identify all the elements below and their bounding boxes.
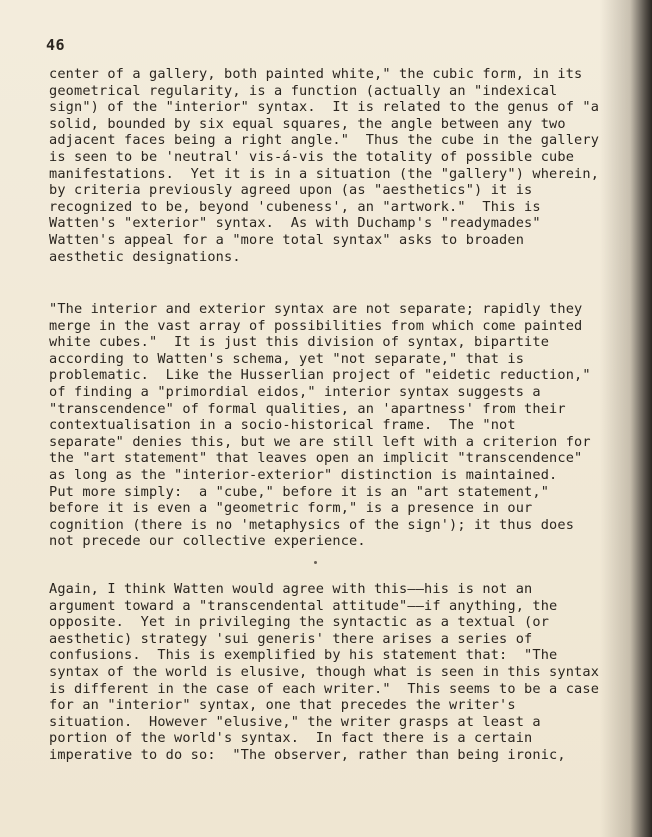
text-line: is seen to be 'neutral' vis-á-vis the totality of possible cube: [49, 148, 575, 165]
stray-mark: [314, 561, 317, 564]
text-line: solid, bounded by six equal squares, the angle between any two: [49, 115, 566, 132]
text-line: Watten's appeal for a "more total syntax" asks to broaden: [49, 231, 525, 248]
text-line: problematic. Like the Husserlian project of "eidetic reduction,": [49, 367, 591, 384]
text-line: of finding a "primordial eidos," interior syntax suggests a: [49, 383, 541, 400]
text-line: the "art statement" that leaves open an implicit "transcendence": [49, 450, 583, 467]
text-line: for an "interior" syntax, one that precedes the writer's: [49, 697, 516, 714]
paragraph-1: [49, 66, 609, 265]
text-line: by criteria previously agreed upon (as "aesthetics") it is: [49, 182, 533, 199]
text-line: imperative to do so: "The observer, rather than being ironic,: [49, 746, 566, 763]
text-line: as long as the "interior-exterior" distinction is maintained.: [49, 466, 558, 483]
text-line: geometrical regularity, is a function (actually an "indexical: [49, 82, 558, 99]
text-line: sign") of the "interior" syntax. It is related to the genus of "a: [49, 99, 600, 116]
text-line: manifestations. Yet it is in a situation (the "gallery") wherein,: [49, 165, 600, 182]
text-line: not precede our collective experience.: [49, 533, 366, 550]
text-line: white cubes." It is just this division of syntax, bipartite: [49, 334, 550, 351]
paragraph-3: [49, 581, 609, 764]
text-line: "transcendence" of formal qualities, an 'apartness' from their: [49, 400, 566, 417]
text-line: aesthetic) strategy 'sui generis' there arises a series of: [49, 630, 533, 647]
text-line: Again, I think Watten would agree with this——his is not an: [49, 581, 533, 597]
text-line: "The interior and exterior syntax are not separate; rapidly they: [49, 301, 583, 317]
text-line: Put more simply: a "cube," before it is an "art statement,": [49, 483, 550, 500]
text-line: before it is even a "geometric form," is a presence in our: [49, 500, 533, 517]
text-line: situation. However "elusive," the writer grasps at least a: [49, 713, 541, 730]
text-line: adjacent faces being a right angle." Thus the cube in the gallery: [49, 132, 600, 149]
text-line: opposite. Yet in privileging the syntactic as a textual (or: [49, 614, 550, 631]
text-line: cognition (there is no 'metaphysics of the sign'); it thus does: [49, 516, 575, 533]
text-line: recognized to be, beyond 'cubeness', an "artwork." This is: [49, 198, 541, 215]
text-line: confusions. This is exemplified by his statement that: "The: [49, 647, 558, 664]
text-line: portion of the world's syntax. In fact there is a certain: [49, 730, 533, 747]
text-line: merge in the vast array of possibilities from which come painted: [49, 317, 583, 334]
text-line: center of a gallery, both painted white," the cubic form, in its: [49, 66, 583, 82]
text-line: contextualisation in a socio-historical frame. The "not: [49, 417, 516, 434]
text-line: Watten's "exterior" syntax. As with Duchamp's "readymades": [49, 215, 541, 232]
text-line: syntax of the world is elusive, though what is seen in this syntax: [49, 663, 600, 680]
text-line: is different in the case of each writer." This seems to be a case: [49, 680, 600, 697]
text-line: argument toward a "transcendental attitude"——if anything, the: [49, 597, 558, 614]
text-line: aesthetic designations.: [49, 248, 241, 265]
paragraph-2: [49, 301, 609, 550]
text-line: according to Watten's schema, yet "not separate," that is: [49, 350, 525, 367]
text-line: separate" denies this, but we are still left with a criterion for: [49, 433, 591, 450]
page-number: 46: [46, 36, 66, 54]
